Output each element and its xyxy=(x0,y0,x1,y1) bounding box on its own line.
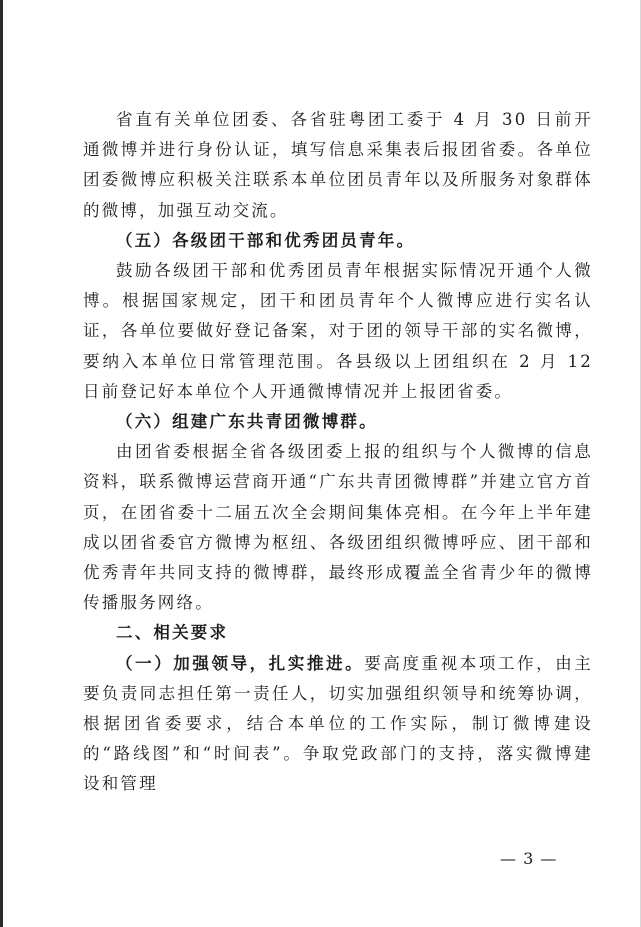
paragraph-leadership xyxy=(83,649,593,800)
subheading-six: （六）组建广东共青团微博群。 xyxy=(116,412,378,432)
page-left-edge xyxy=(0,0,3,927)
paragraph-weibo-group: 由团省委根据全省各级团委上报的组织与个人微博的信息资料，联系微博运营商开通“广东共青团微博群”并建立官方首页，在团省委十二届五次全会期间集体亮相。在今年上半年建成以团省委官方微博为枢纽、各级团组织微博呼应、团干部和优秀青年共同支持的微博群，最终形成覆盖全省青少年的微博传播服务网络。 xyxy=(83,442,593,613)
paragraph-unit-weibo: 省直有关单位团委、各省驻粤团工委于 4 月 30 日前开通微博并进行身份认证，填写信息采集表后报团省委。各单位团委微博应积极关注联系本单位团员青年以及所服务对象群体的微博，加强互动交流。 xyxy=(83,110,593,220)
document-body xyxy=(83,105,593,800)
subheading-five: （五）各级团干部和优秀团员青年。 xyxy=(116,230,416,250)
paragraph-leadership-body: 要高度重视本项工作，由主要负责同志担任第一责任人，切实加强组织领导和统筹协调，根据团省委要求，结合本单位的工作实际，制订微博建设的“路线图”和“时间表”。争取党政部门的支持，落实微博建设和管理 xyxy=(83,653,593,794)
section-heading-requirements: 二、相关要求 xyxy=(116,623,229,643)
page-number: — 3 — xyxy=(500,849,558,868)
paragraph-leadership-lead: （一）加强领导，扎实推进。 xyxy=(116,653,365,673)
paragraph-cadres-weibo: 鼓励各级团干部和优秀团员青年根据实际情况开通个人微博。根据国家规定，团干和团员青年个人微博应进行实名认证，各单位要做好登记备案，对于团的领导干部的实名微博，要纳入本单位日常管理范围。各县级以上团组织在 2 月 12 日前登记好本单位个人开通微博情况并上报团省委。 xyxy=(83,261,593,401)
